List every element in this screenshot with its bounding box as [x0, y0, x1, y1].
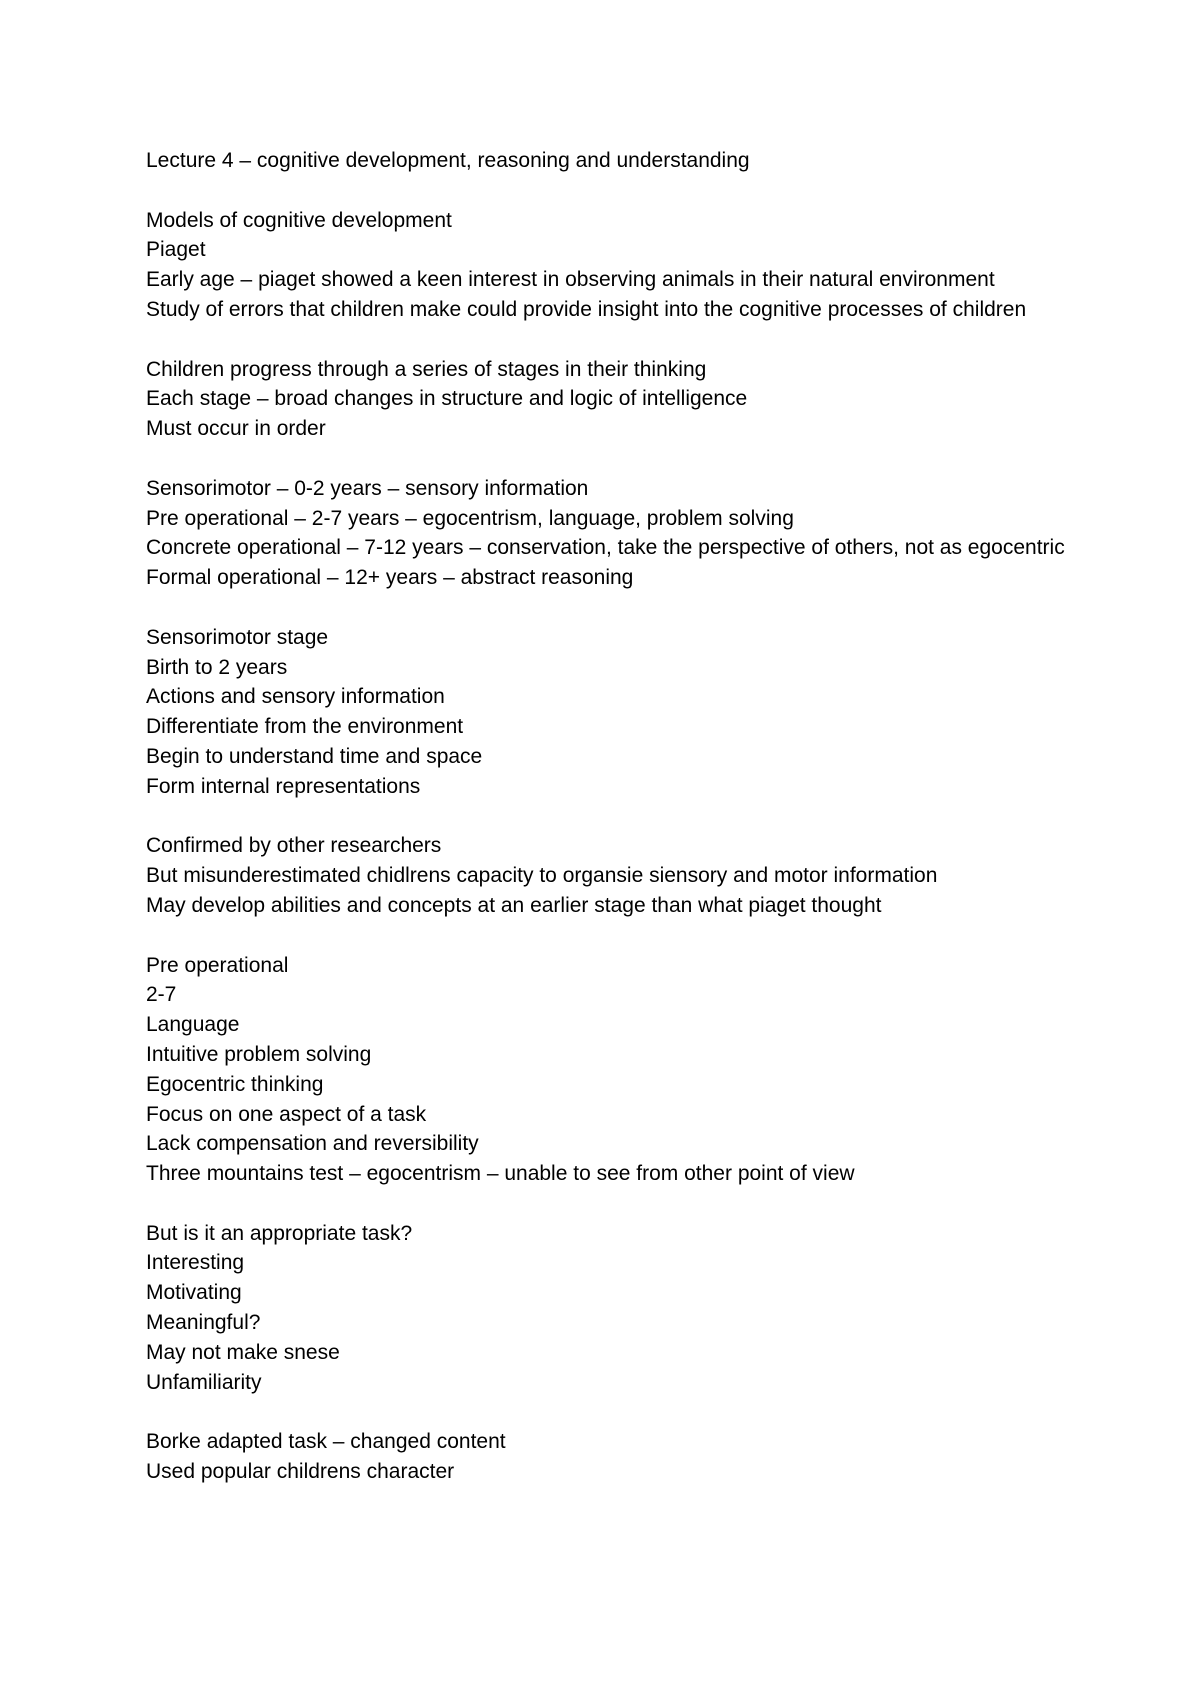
text-line: Concrete operational – 7-12 years – conservation, take the perspective of others, not as egocentric — [146, 536, 1065, 560]
text-line: Focus on one aspect of a task — [146, 1102, 427, 1126]
text-line: Borke adapted task – changed content — [146, 1430, 506, 1454]
text-line: Pre operational – 2-7 years – egocentrism, language, problem solving — [146, 506, 794, 530]
document-title: Lecture 4 – cognitive development, reasoning and understanding — [146, 149, 750, 172]
text-line: May develop abilities and concepts at an earlier stage than what piaget thought — [146, 893, 882, 917]
text-line: Must occur in order — [146, 417, 326, 441]
text-line: May not make snese — [146, 1340, 340, 1364]
blank-line — [146, 1189, 1076, 1219]
text-line: Piaget — [146, 238, 206, 262]
text-line: Birth to 2 years — [146, 655, 288, 679]
blank-line — [146, 802, 1076, 832]
text-line: Begin to understand time and space — [146, 744, 483, 768]
section-heading: Sensorimotor stage — [146, 625, 329, 649]
blank-line — [146, 444, 1076, 474]
text-line: Children progress through a series of stages in their thinking — [146, 357, 707, 381]
blank-line — [146, 176, 1076, 206]
text-line: Unfamiliarity — [146, 1370, 262, 1394]
text-line: Egocentric thinking — [146, 1072, 324, 1096]
blank-line — [146, 921, 1076, 951]
section-heading: Models of cognitive development — [146, 208, 452, 232]
text-line: But is it an appropriate task? — [146, 1221, 413, 1245]
text-line: Sensorimotor – 0-2 years – sensory information — [146, 476, 589, 500]
text-line: Motivating — [146, 1281, 242, 1305]
text-line: 2-7 — [146, 983, 177, 1007]
text-line: Language — [146, 1013, 240, 1037]
text-line: Meaningful? — [146, 1311, 261, 1335]
text-line: Form internal representations — [146, 774, 421, 798]
text-line: Actions and sensory information — [146, 685, 445, 709]
blank-line — [146, 593, 1076, 623]
text-line: Each stage – broad changes in structure and logic of intelligence — [146, 387, 748, 411]
blank-line — [146, 1397, 1076, 1427]
text-line: But misunderestimated chidlrens capacity to organsie siensory and motor information — [146, 864, 938, 888]
text-line: Early age – piaget showed a keen interest in observing animals in their natural environment — [146, 268, 995, 292]
text-line: Interesting — [146, 1251, 245, 1275]
blank-line — [146, 325, 1076, 355]
text-line: Study of errors that children make could provide insight into the cognitive processes of children — [146, 297, 1027, 321]
text-line: Three mountains test – egocentrism – unable to see from other point of view — [146, 1162, 855, 1186]
document-body — [146, 146, 1076, 1487]
text-line: Formal operational – 12+ years – abstract reasoning — [146, 566, 634, 590]
text-line: Differentiate from the environment — [146, 715, 464, 739]
section-heading: Pre operational — [146, 953, 289, 977]
text-line: Lack compensation and reversibility — [146, 1132, 479, 1156]
text-line: Used popular childrens character — [146, 1460, 455, 1484]
text-line: Intuitive problem solving — [146, 1042, 372, 1066]
text-line: Confirmed by other researchers — [146, 834, 442, 858]
